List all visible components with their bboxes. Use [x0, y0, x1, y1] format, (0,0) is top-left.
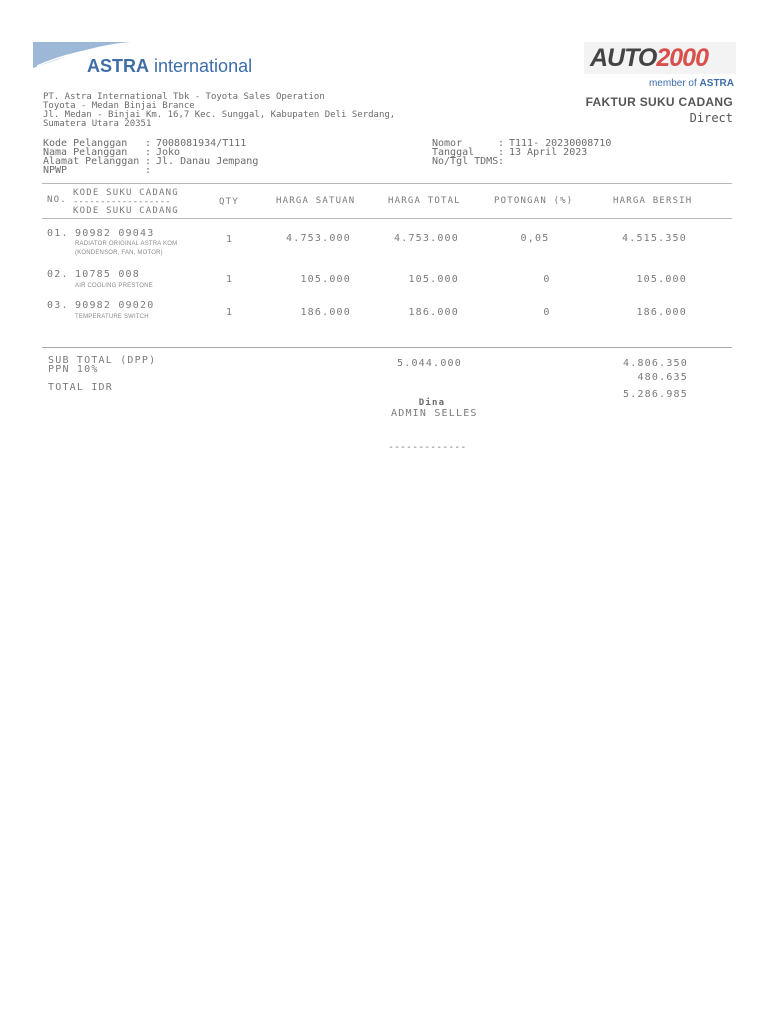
row-harga-total: 4.753.000	[394, 233, 459, 244]
col-potongan-header: POTONGAN (%)	[494, 196, 574, 206]
row-potongan: 0	[543, 274, 551, 285]
total-idr-value: 5.286.985	[623, 389, 688, 400]
row-code: 90982 09020	[75, 300, 155, 311]
col-kode-header-bottom: KODE SUKU CADANG	[73, 206, 179, 216]
company-line-2: Toyota - Medan Binjai Brance	[43, 101, 195, 111]
row-harga-total: 105.000	[408, 274, 459, 285]
company-info	[43, 93, 395, 129]
member-brand: ASTRA	[699, 78, 734, 89]
row-qty: 1	[226, 234, 234, 245]
row-potongan: 0	[543, 307, 551, 318]
row-harga-bersih: 186.000	[636, 307, 687, 318]
nomor-value: T111- 20230008710	[509, 138, 612, 149]
table-bottom-rule	[42, 347, 732, 348]
row-no: 01.	[47, 228, 69, 239]
nama-pelanggan-label: Nama Pelanggan	[43, 147, 128, 158]
signature-name: Dina	[418, 398, 446, 408]
company-line-4: Sumatera Utara 20351	[43, 119, 152, 129]
row-no: 02.	[47, 269, 69, 280]
row-harga-satuan: 186.000	[300, 307, 351, 318]
doc-subtitle: Direct	[689, 111, 733, 125]
astra-logo	[33, 40, 263, 80]
subtotal-total-value: 5.044.000	[397, 358, 462, 369]
doc-title-block	[586, 95, 733, 125]
col-harga-bersih-header: HARGA BERSIH	[613, 196, 693, 206]
row-desc-2: (KONDENSOR, FAN, MOTOR)	[75, 250, 163, 256]
invoice-block: Nomor : T111- 20230008710 Tanggal : 13 April 2023 No/Tgl TDMS :	[432, 138, 612, 167]
ppn-label: PPN 10%	[48, 364, 99, 375]
company-line-1: PT. Astra International Tbk - Toyota Sales Operation	[43, 92, 325, 102]
subtotal-label: SUB TOTAL (DPP)	[48, 355, 157, 366]
member-prefix: member of	[648, 78, 697, 89]
row-potongan: 0,05	[520, 233, 550, 244]
col-harga-satuan-header: HARGA SATUAN	[276, 196, 356, 206]
row-code: 90982 09043	[75, 228, 155, 239]
alamat-pelanggan-value: Jl. Danau Jempang	[156, 156, 259, 167]
nama-pelanggan-value: Joko	[156, 147, 181, 158]
npwp-label: NPWP	[43, 165, 68, 176]
col-qty-header: QTY	[219, 197, 239, 207]
col-kode-header-dash: ------------------	[73, 197, 171, 207]
total-idr-label: TOTAL IDR	[48, 382, 113, 393]
kode-pelanggan-value: 7008081934/T111	[156, 138, 247, 149]
table-header-rule	[42, 218, 732, 219]
signature-line: -------------	[388, 442, 467, 453]
ppn-value: 480.635	[637, 372, 688, 383]
row-qty: 1	[226, 307, 234, 318]
col-harga-total-header: HARGA TOTAL	[388, 196, 461, 206]
subtotal-bersih-value: 4.806.350	[623, 358, 688, 369]
row-harga-bersih: 4.515.350	[622, 233, 687, 244]
auto-word: AUTO	[590, 44, 657, 72]
row-code: 10785 008	[75, 269, 140, 280]
astra-brand-word: ASTRA	[87, 56, 149, 76]
company-line-3: Jl. Medan - Binjai Km. 16,7 Kec. Sunggal, Kabupaten Deli Serdang,	[43, 110, 396, 120]
row-harga-total: 186.000	[408, 307, 459, 318]
doc-title: FAKTUR SUKU CADANG	[585, 95, 733, 109]
row-harga-satuan: 105.000	[300, 274, 351, 285]
row-desc-1: RADIATOR ORIGINAL ASTRA KOM	[75, 241, 178, 247]
alamat-pelanggan-label: Alamat Pelanggan	[43, 156, 140, 167]
col-no-header: NO.	[47, 195, 67, 205]
astra-brand-rest: international	[154, 56, 253, 76]
row-desc-1: TEMPERATURE SWITCH	[75, 314, 149, 320]
row-no: 03.	[47, 300, 69, 311]
kode-pelanggan-label: Kode Pelanggan	[43, 138, 128, 149]
tanggal-value: 13 April 2023	[509, 147, 588, 158]
auto2000-logo	[584, 42, 736, 90]
row-qty: 1	[226, 274, 234, 285]
customer-block: Kode Pelanggan : 7008081934/T111 Nama Pelanggan : Joko Alamat Pelanggan : Jl. Danau Jempang NPWP :	[43, 138, 259, 176]
tanggal-label: Tanggal	[432, 147, 475, 158]
col-kode-header-top: KODE SUKU CADANG	[73, 188, 179, 198]
signature-role: ADMIN SELLES	[391, 408, 478, 419]
auto-number: 2000	[656, 44, 708, 72]
row-desc-1: AIR COOLING PRESTONE	[75, 283, 153, 289]
row-harga-bersih: 105.000	[636, 274, 687, 285]
row-harga-satuan: 4.753.000	[286, 233, 351, 244]
tdms-label: No/Tgl TDMS	[432, 156, 499, 167]
table-top-rule	[42, 183, 732, 184]
nomor-label: Nomor	[432, 138, 463, 149]
